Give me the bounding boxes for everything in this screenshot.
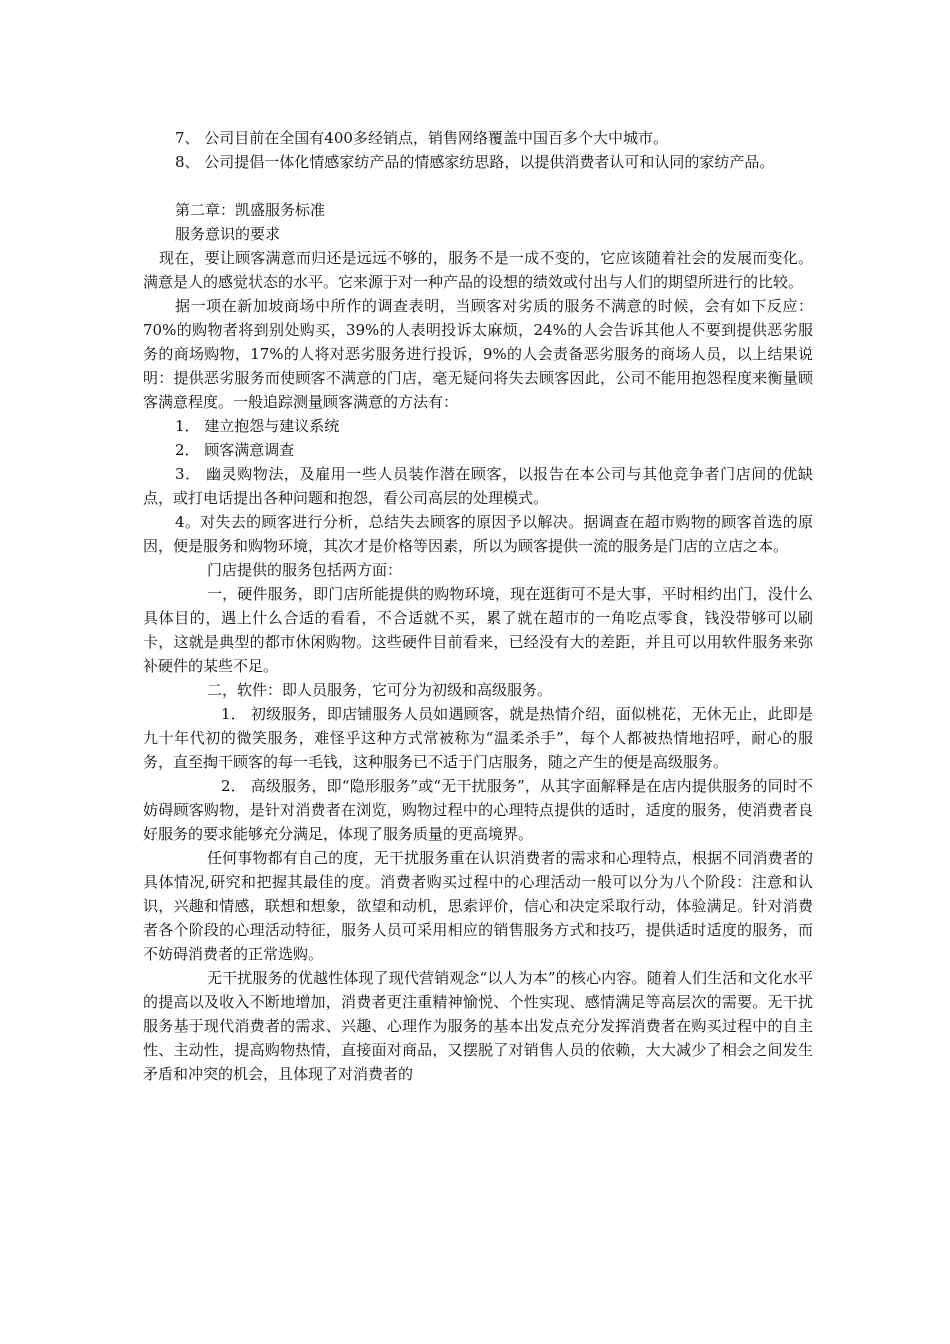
document-page: [143, 126, 813, 1086]
paragraph-two-aspects: 门店提供的服务包括两方面：: [207, 561, 403, 579]
paragraph-advanced-service: 2． 高级服务，即“隐形服务”或“无干扰服务”，从其字面解释是在店内提供服务的同时不妨碍顾客购物，是针对消费者在浏览，购物过程中的心理特点提供的适时，适度的服务，使消费者良好服务的要求能够充分满足，体现了服务质量的更高境界。: [143, 777, 813, 843]
chapter-heading: 第二章：凯盛服务标准: [175, 201, 326, 219]
paragraph-survey: 据一项在新加坡商场中所作的调查表明，当顾客对劣质的服务不满意的时候，会有如下反应：70%的购物者将到别处购买，39%的人表明投诉太麻烦，24%的人会告诉其他人不要到提供恶劣服务的商场购物，17%的人将对恶劣服务进行投诉，9%的人会责备恶劣服务的商场人员，以上结果说明：提供恶劣服务而使顾客不满意的门店，毫无疑问将失去顾客因此，公司不能用抱怨程度来衡量顾客满意程度。一般追踪测量顾客满意的方法有：: [143, 297, 813, 411]
paragraph-basic-service: 1． 初级服务，即店铺服务人员如遇顾客，就是热情介绍，面似桃花，无休无止，此即是九十年代初的微笑服务，难怪乎这种方式常被称为“温柔杀手”，每个人都被热情地招呼，耐心的服务，直至掏干顾客的每一毛钱，这种服务已不适于门店服务，随之产生的便是高级服务。: [143, 705, 813, 771]
paragraph-hardware-service: 一，硬件服务，即门店所能提供的购物环境，现在逛街可不是大事，平时相约出门，没什么具体目的，遇上什么合适的看看，不合适就不买，累了就在超市的一角吃点零食，钱没带够可以刷卡，这就是典型的都市休闲购物。这些硬件目前看来，已经没有大的差距，并且可以用软件服务来弥补硬件的某些不足。: [143, 585, 813, 675]
list-item-3: 3． 幽灵购物法，及雇用一些人员装作潜在顾客，以报告在本公司与其他竞争者门店间的优缺点，或打电话提出各种问题和抱怨，看公司高层的处理模式。: [143, 465, 813, 507]
paragraph-item-7: 7、 公司目前在全国有400多经销点，销售网络覆盖中国百多个大中城市。: [175, 129, 668, 147]
paragraph-software-service: 二，软件：即人员服务，它可分为初级和高级服务。: [207, 681, 553, 699]
paragraph-item-8: 8、 公司提倡一体化情感家纺产品的情感家纺思路，以提供消费者认可和认同的家纺产品。: [175, 153, 775, 171]
blank-line: [143, 174, 813, 198]
paragraph-satisfaction: 现在，要让顾客满意而归还是远远不够的，服务不是一成不变的，它应该随着社会的发展而变化。满意是人的感觉状态的水平。它来源于对一种产品的设想的绩效或付出与人们的期望所进行的比较。: [143, 249, 813, 291]
list-item-4: 4。对失去的顾客进行分析，总结失去顾客的原因予以解决。据调查在超市购物的顾客首选的原因，便是服务和购物环境，其次才是价格等因素，所以为顾客提供一流的服务是门店的立店之本。: [143, 513, 813, 555]
paragraph-advantages: 无干扰服务的优越性体现了现代营销观念“以人为本”的核心内容。随着人们生活和文化水平的提高以及收入不断地增加，消费者更注重精神愉悦、个性实现、感情满足等高层次的需要。无干扰服务基于现代消费者的需求、兴趣、心理作为服务的基本出发点充分发挥消费者在购买过程中的自主性、主动性，提高购物热情，直接面对商品，又摆脱了对销售人员的依赖，大大减少了相会之间发生矛盾和冲突的机会，且体现了对消费者的: [143, 969, 813, 1083]
list-item-2: 2． 顾客满意调查: [175, 441, 295, 459]
section-heading: 服务意识的要求: [175, 225, 281, 243]
list-item-1: 1． 建立抱怨与建议系统: [175, 417, 340, 435]
paragraph-degree: 任何事物都有自己的度，无干扰服务重在认识消费者的需求和心理特点，根据不同消费者的具体情况,研究和把握其最佳的度。消费者购买过程中的心理活动一般可以分为八个阶段：注意和认识，兴趣和情感，联想和想象，欲望和动机，思索评价，信心和决定采取行动，体验满足。针对消费者各个阶段的心理活动特征，服务人员可采用相应的销售服务方式和技巧，提供适时适度的服务，而不妨碍消费者的正常选购。: [143, 849, 813, 963]
